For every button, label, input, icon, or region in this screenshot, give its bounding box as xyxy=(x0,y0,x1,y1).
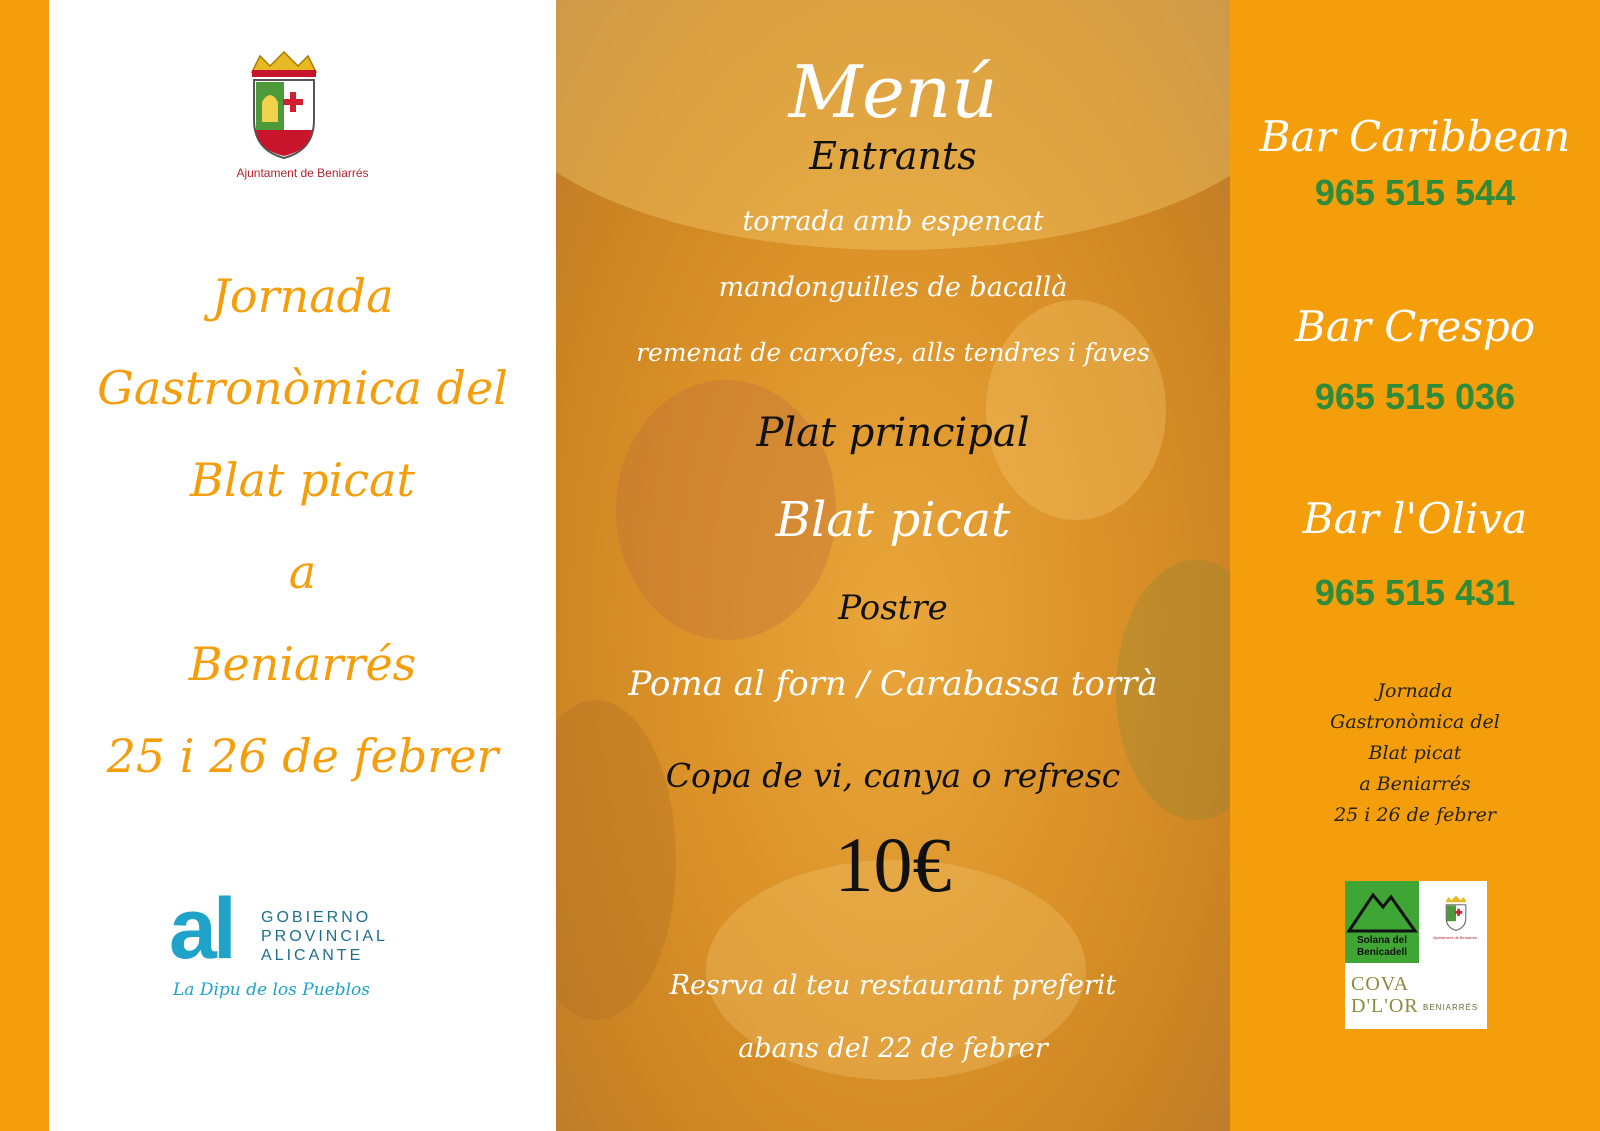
coat-of-arms-logo xyxy=(244,50,324,160)
small-coat-of-arms xyxy=(1441,895,1471,931)
dipu-tagline: La Dipu de los Pueblos xyxy=(173,980,371,1000)
starter-item: mandonguilles de bacallà xyxy=(718,272,1068,303)
event-line: Blat picat xyxy=(190,453,415,507)
dessert-item: Poma al forn / Carabassa torrà xyxy=(628,664,1158,704)
sponsor-logos xyxy=(1345,881,1487,1029)
dipu-letters: al xyxy=(169,881,233,977)
small-ajuntament-label: Ajuntament de Beniarrés xyxy=(1432,935,1478,940)
event-title xyxy=(49,250,556,802)
cova-side: BENIARRÉS xyxy=(1423,1003,1479,1012)
dipu-logo xyxy=(169,881,419,1020)
starter-item: remenat de carxofes, alls tendres i faves xyxy=(636,338,1150,367)
mini-line: a Beniarrés xyxy=(1359,773,1471,795)
bar-name: Bar Caribbean xyxy=(1259,112,1571,161)
drink-line: Copa de vi, canya o refresc xyxy=(665,756,1121,795)
price: 10€ xyxy=(834,821,952,908)
bar-phone: 965 515 036 xyxy=(1314,376,1516,417)
solana-line: Solana del xyxy=(1356,935,1407,946)
event-line: Beniarrés xyxy=(188,637,417,691)
reserve-line: Resrva al teu restaurant preferit xyxy=(669,970,1117,1001)
ajuntament-label: Ajuntament de Beniarrés xyxy=(236,166,369,180)
event-line: 25 i 26 de febrer xyxy=(106,729,499,783)
event-line: Jornada xyxy=(211,269,394,323)
mini-line: Gastronòmica del xyxy=(1330,711,1500,733)
dipu-line: PROVINCIAL xyxy=(261,928,388,945)
bars-panel xyxy=(1230,0,1600,1131)
starters-heading: Entrants xyxy=(809,134,977,178)
mountain-icon xyxy=(1345,885,1419,935)
left-border xyxy=(0,0,49,1131)
main-dish: Blat picat xyxy=(775,492,1011,548)
solana-line: Benicadell xyxy=(1356,947,1408,958)
starter-item: torrada amb espencat xyxy=(742,206,1044,237)
bar-phone: 965 515 544 xyxy=(1314,172,1516,213)
bar-phone: 965 515 431 xyxy=(1314,572,1516,613)
cova-logo xyxy=(1351,973,1481,1023)
mini-line: 25 i 26 de febrer xyxy=(1334,804,1496,826)
cova-line: D'L'OR xyxy=(1351,995,1419,1017)
event-line: Gastronòmica del xyxy=(97,361,508,415)
dessert-heading: Postre xyxy=(838,588,948,628)
left-panel xyxy=(49,0,556,1131)
bar-name: Bar l'Oliva xyxy=(1302,494,1528,543)
event-line: a xyxy=(288,545,317,599)
dipu-line: GOBIERNO xyxy=(261,909,372,926)
mini-line: Blat picat xyxy=(1368,742,1462,764)
menu-title: Menú xyxy=(788,50,998,134)
dipu-line: ALICANTE xyxy=(261,947,364,964)
main-heading: Plat principal xyxy=(756,410,1030,456)
mini-event-title xyxy=(1230,676,1600,831)
mini-line: Jornada xyxy=(1377,680,1453,702)
menu-panel xyxy=(556,0,1230,1131)
solana-logo xyxy=(1345,881,1419,963)
reserve-line: abans del 22 de febrer xyxy=(738,1033,1048,1064)
bar-name: Bar Crespo xyxy=(1294,302,1536,351)
cova-line: COVA xyxy=(1351,973,1410,995)
